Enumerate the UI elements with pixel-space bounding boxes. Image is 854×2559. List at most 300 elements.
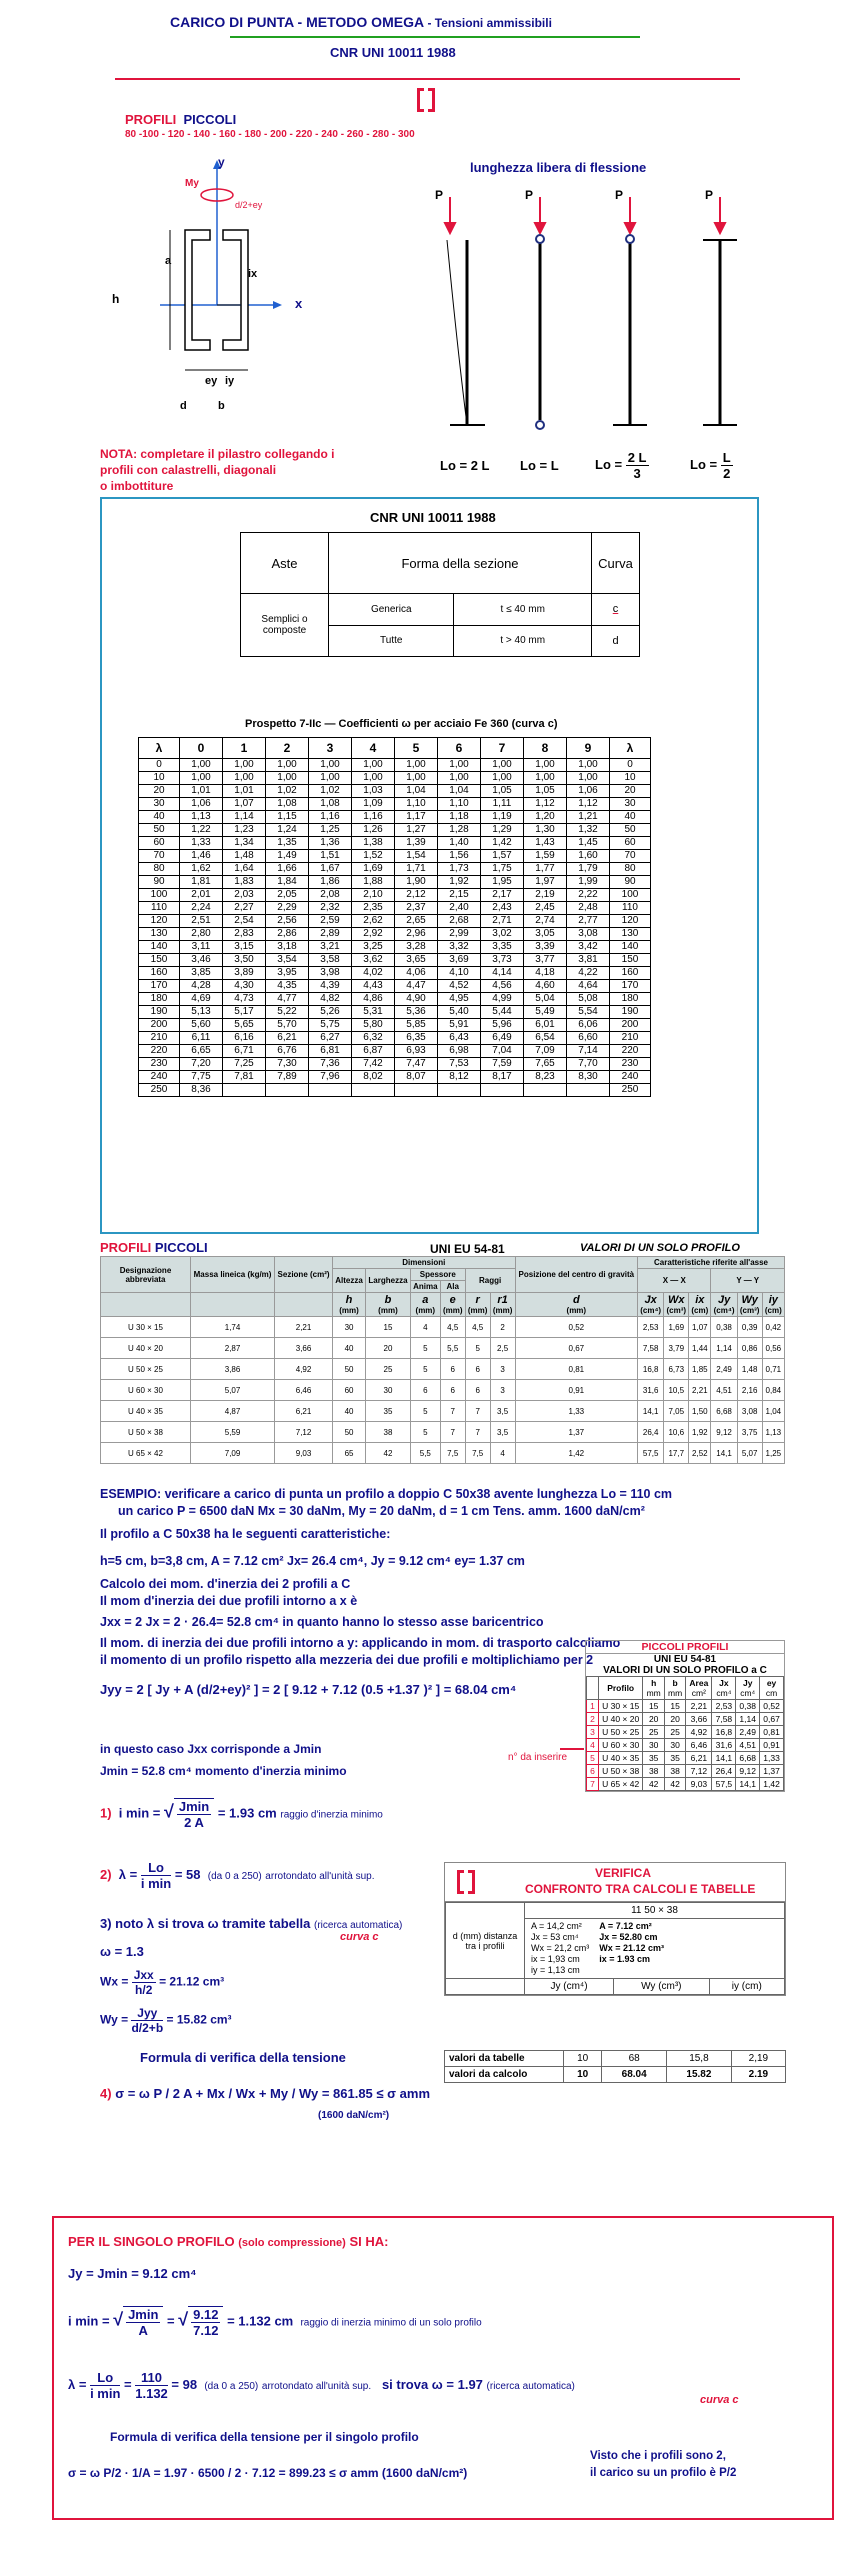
omega-cell: 6,06 [567,1019,610,1032]
omega-row [139,1032,651,1045]
formula-title: Formula di verifica della tensione [140,2050,346,2065]
verifica-calc-item: Wx = 21.12 cm³ [599,1943,665,1953]
uni-cell: 20 [366,1338,411,1359]
small-cell: 14,1 [736,1778,760,1791]
verifica-prop: ix = 1,93 cm [531,1954,580,1964]
uni-cell: 0,42 [762,1317,784,1338]
omega-cell: 5,36 [395,1006,438,1019]
uni-cell: 40 [332,1401,365,1422]
lo-case-2: Lo = L [520,458,559,473]
omega-cell: 1,36 [309,837,352,850]
small-row [587,1752,784,1765]
omega-header-cell: 7 [481,738,524,759]
omega-row [139,759,651,772]
omega-cell: 40 [139,811,180,824]
small-row [587,1765,784,1778]
omega-cell: 4,56 [481,980,524,993]
uni-cell: 0,84 [762,1380,784,1401]
uni-cell: 60 [332,1380,365,1401]
small-cell: 14,1 [712,1752,736,1765]
omega-cell: 1,00 [309,772,352,785]
uni-profili-label: PROFILI PICCOLI [100,1240,208,1255]
offset-label: d/2+ey [235,200,263,210]
omega-cell: 1,01 [180,785,223,798]
small-cell: 26,4 [712,1765,736,1778]
omega-cell [223,1084,266,1097]
omega-cell: 4,18 [524,967,567,980]
uni-cell: 4,87 [191,1401,275,1422]
step-3-curva: curva c [340,1931,379,1943]
small-cell: 38 [664,1765,685,1778]
small-cell: U 40 × 35 [598,1752,643,1765]
intro-1: in questo caso Jxx corrisponde a Jmin [100,1742,322,1756]
omega-header-cell: 0 [180,738,223,759]
uni-symbol-cell: a (mm) [410,1293,440,1317]
omega-cell: 1,84 [266,876,309,889]
omega-cell: 2,32 [309,902,352,915]
omega-row [139,889,651,902]
small-header-cell: Jy cm⁴ [736,1677,760,1700]
h-sezione: Sezione (cm²) [275,1257,333,1293]
omega-cell: 6,16 [223,1032,266,1045]
esempio-line-9: il momento di un profilo rispetto alla mezzeria dei due profili e moltiplichiamo per 2 [100,1653,594,1667]
omega-cell: 5,49 [524,1006,567,1019]
omega-cell: 230 [139,1058,180,1071]
col-curva: Curva [592,533,640,594]
uni-cell: 1,69 [664,1317,689,1338]
page-title: CARICO DI PUNTA - METODO OMEGA - Tensioni ammissibili [170,14,552,30]
nota-block: NOTA: completare il pilastro collegando i profili con calastrelli, diagonali o imbottiture [100,447,335,493]
omega-row [139,902,651,915]
omega-cell [266,1084,309,1097]
omega-cell: 1,26 [352,824,395,837]
uni-cell: 6,21 [275,1401,333,1422]
omega-cell: 3,08 [567,928,610,941]
omega-cell: 1,39 [395,837,438,850]
omega-cell [309,1084,352,1097]
omega-cell: 4,82 [309,993,352,1006]
red-rule [115,78,740,80]
uni-cell: 1,14 [711,1338,737,1359]
lo-case-4: Lo = $\frac{L}{2}$ [690,450,731,481]
omega-cell: 4,69 [180,993,223,1006]
omega-cell: 1,00 [524,772,567,785]
verifica-cell: 68.04 [602,2067,667,2083]
h-designazione: Designazione abbreviata [101,1257,191,1293]
step-4: 4) σ = ω P / 2 A + Mx / Wx + My / Wy = 861.85 ≤ σ amm [100,2086,430,2101]
omega-cell: 5,26 [309,1006,352,1019]
omega-cell: 250 [139,1084,180,1097]
omega-cell: 5,40 [438,1006,481,1019]
omega-cell: 1,83 [223,876,266,889]
step-1: 1) i min = √ $\frac{Jmin}{2 A}$ = 1.93 cm raggio d'inerzia minimo [100,1799,383,1830]
omega-cell: 7,25 [223,1058,266,1071]
omega-cell: 100 [139,889,180,902]
uni-symbol-cell: Jx (cm⁴) [638,1293,664,1317]
norm-title: CNR UNI 10011 1988 [330,45,456,60]
omega-cell: 5,04 [524,993,567,1006]
uni-valori: VALORI DI UN SOLO PROFILO [580,1242,740,1254]
uni-cell: 1,44 [689,1338,711,1359]
verifica-cell: 10 [564,2051,602,2067]
omega-row [139,915,651,928]
uni-cell: U 65 × 42 [101,1443,191,1464]
verifica-box [444,1862,786,1996]
omega-header-cell: 1 [223,738,266,759]
label-h: h [112,292,120,306]
omega-cell: 3,21 [309,941,352,954]
omega-cell: 8,23 [524,1071,567,1084]
label-d: d [180,400,187,412]
omega-cell: 1,00 [438,759,481,772]
col-jy: Jy (cm⁴) [525,1979,614,1995]
omega-cell: 1,99 [567,876,610,889]
uni-cell: 6,46 [275,1380,333,1401]
omega-header-cell: 4 [352,738,395,759]
verifica-cell: 10 [564,2067,602,2083]
uni-cell: 1,25 [762,1443,784,1464]
omega-cell: 1,00 [567,772,610,785]
omega-row [139,967,651,980]
small-cell: 2,21 [686,1700,712,1713]
uni-cell: 6,73 [664,1359,689,1380]
omega-cell: 1,45 [567,837,610,850]
verifica-title-1: VERIFICA [595,1866,652,1880]
h-posizione: Posizione del centro di gravità [515,1257,637,1293]
omega-cell: 3,95 [266,967,309,980]
uni-cell: 5,5 [440,1338,465,1359]
omega-cell: 190 [139,1006,180,1019]
omega-cell: 130 [139,928,180,941]
omega-cell [524,1084,567,1097]
uni-cell: 6 [440,1380,465,1401]
step-3: 3) noto λ si trova ω tramite tabella (ricerca automatica) [100,1916,403,1931]
uni-cell: 26,4 [638,1422,664,1443]
omega-cell: 3,42 [567,941,610,954]
small-index-cell: 2 [587,1713,599,1726]
omega-cell: 3,58 [309,954,352,967]
omega-cell: 250 [610,1084,651,1097]
omega-cell: 2,45 [524,902,567,915]
uni-cell: 4 [490,1443,515,1464]
label-a: a [165,255,172,267]
uni-symbol-cell: b (mm) [366,1293,411,1317]
small-cell: 35 [664,1752,685,1765]
omega-cell: 200 [610,1019,651,1032]
omega-cell: 6,87 [352,1045,395,1058]
uni-cell: 0,71 [762,1359,784,1380]
omega-cell: 0 [610,759,651,772]
buckling-title: lunghezza libera di flessione [470,160,647,175]
omega-cell: 3,62 [352,954,395,967]
uni-symbol-cell: h (mm) [332,1293,365,1317]
omega-cell: 6,35 [395,1032,438,1045]
omega-cell: 5,65 [223,1019,266,1032]
small-row [587,1726,784,1739]
omega-cell: 2,99 [438,928,481,941]
uni-cell: 65 [332,1443,365,1464]
h-anima: Anima [410,1281,440,1293]
uni-row [101,1338,785,1359]
omega-cell: 3,85 [180,967,223,980]
omega-cell: 5,44 [481,1006,524,1019]
label-ix: ix [248,268,258,280]
omega-cell: 2,74 [524,915,567,928]
omega-cell: 220 [139,1045,180,1058]
omega-cell: 100 [610,889,651,902]
omega-cell: 6,71 [223,1045,266,1058]
omega-cell: 1,00 [309,759,352,772]
small-index-cell: 1 [587,1700,599,1713]
omega-cell: 2,86 [266,928,309,941]
uni-cell: 5 [465,1338,490,1359]
cnr-title: CNR UNI 10011 1988 [370,510,496,525]
omega-cell: 8,17 [481,1071,524,1084]
small-cell: 20 [643,1713,664,1726]
small-cell: 2,53 [712,1700,736,1713]
uni-cell: 0,67 [515,1338,637,1359]
omega-cell: 2,22 [567,889,610,902]
omega-cell: 2,51 [180,915,223,928]
omega-cell: 2,37 [395,902,438,915]
omega-cell: 5,17 [223,1006,266,1019]
omega-cell: 1,17 [395,811,438,824]
omega-cell: 5,80 [352,1019,395,1032]
uni-cell: 50 [332,1422,365,1443]
load-p-2: P [525,188,534,202]
omega-cell: 10 [610,772,651,785]
uni-cell: 31,6 [638,1380,664,1401]
uni-cell: 7 [440,1422,465,1443]
omega-cell: 1,33 [180,837,223,850]
omega-row [139,1058,651,1071]
omega-cell: 2,01 [180,889,223,902]
omega-cell: 8,07 [395,1071,438,1084]
omega-cell: 4,30 [223,980,266,993]
omega-cell: 2,89 [309,928,352,941]
uni-row [101,1380,785,1401]
uni-cell: 6 [410,1380,440,1401]
omega-cell: 3,46 [180,954,223,967]
omega-cell: 1,00 [223,759,266,772]
small-title-1: PICCOLI PROFILI [586,1641,784,1654]
omega-cell: 3,81 [567,954,610,967]
omega-cell: 2,24 [180,902,223,915]
omega-cell: 7,47 [395,1058,438,1071]
row1-label: valori da tabelle [445,2051,564,2067]
omega-cell: 1,04 [395,785,438,798]
omega-cell: 1,00 [567,759,610,772]
uni-cell: 35 [366,1401,411,1422]
omega-cell: 1,00 [395,759,438,772]
r1-t: t ≤ 40 mm [454,594,592,626]
omega-cell: 150 [139,954,180,967]
uni-cell: 7,05 [664,1401,689,1422]
omega-cell: 2,65 [395,915,438,928]
small-title-2: UNI EU 54-81 [653,1654,717,1665]
esempio-line-7: Jxx = 2 Jx = 2 · 26.4= 52.8 cm⁴ in quanto hanno lo stesso asse baricentrico [100,1615,544,1629]
omega-cell: 1,88 [352,876,395,889]
verifica-d-label: d (mm) distanza tra i profili [446,1903,525,1979]
omega-row [139,863,651,876]
omega-row [139,941,651,954]
omega-cell: 1,35 [266,837,309,850]
omega-cell: 3,02 [481,928,524,941]
uni-cell: 5,59 [191,1422,275,1443]
uni-symbol-cell: e (mm) [440,1293,465,1317]
omega-cell: 6,49 [481,1032,524,1045]
uni-cell: 7 [440,1401,465,1422]
small-cell: 4,92 [686,1726,712,1739]
omega-row [139,798,651,811]
omega-cell: 6,65 [180,1045,223,1058]
omega-cell [352,1084,395,1097]
verifica-prop: Wx = 21,2 cm³ [531,1943,590,1953]
verifica-prop: A = 14,2 cm² [531,1921,582,1931]
omega-cell: 3,15 [223,941,266,954]
omega-cell: 3,69 [438,954,481,967]
omega-cell: 240 [139,1071,180,1084]
omega-row [139,1019,651,1032]
omega-cell: 1,56 [438,850,481,863]
omega-cell: 160 [610,967,651,980]
small-header-cell: b mm [664,1677,685,1700]
omega-cell: 1,66 [266,863,309,876]
omega-cell [481,1084,524,1097]
small-cell: 0,38 [736,1700,760,1713]
omega-cell: 7,42 [352,1058,395,1071]
small-cell: 0,52 [760,1700,784,1713]
omega-cell: 1,73 [438,863,481,876]
omega-cell: 1,12 [567,798,610,811]
omega-cell: 5,54 [567,1006,610,1019]
uni-cell: 38 [366,1422,411,1443]
omega-cell: 3,77 [524,954,567,967]
omega-cell: 1,21 [567,811,610,824]
uni-cell: 3 [490,1380,515,1401]
omega-cell: 4,14 [481,967,524,980]
uni-cell: 3,75 [737,1422,762,1443]
small-cell: 1,42 [760,1778,784,1791]
omega-cell: 6,43 [438,1032,481,1045]
uni-cell: 9,12 [711,1422,737,1443]
omega-cell: 0 [139,759,180,772]
uni-cell: 7,5 [440,1443,465,1464]
label-iy: iy [225,375,235,387]
verifica-cell: 2,19 [731,2051,785,2067]
omega-cell: 2,12 [395,889,438,902]
omega-cell: 7,04 [481,1045,524,1058]
omega-cell: 1,25 [309,824,352,837]
verifica-calc-item: ix = 1.93 cm [599,1954,651,1964]
omega-header-cell: 5 [395,738,438,759]
uni-cell: 40 [332,1338,365,1359]
h-altezza: Altezza [332,1269,365,1293]
small-index-cell: 6 [587,1765,599,1778]
omega-cell: 1,13 [180,811,223,824]
omega-cell: 1,57 [481,850,524,863]
uni-cell: 2 [490,1317,515,1338]
uni-cell: U 40 × 35 [101,1401,191,1422]
small-cell: 15 [643,1700,664,1713]
omega-header-cell: 6 [438,738,481,759]
omega-cell: 7,59 [481,1058,524,1071]
esempio-line-8: Il mom. di inerzia dei due profili intorno a y: applicando in mom. di trasporto calcoliamo [100,1636,621,1650]
small-cell: 30 [664,1739,685,1752]
omega-cell: 210 [610,1032,651,1045]
omega-row [139,876,651,889]
small-row [587,1713,784,1726]
omega-cell: 180 [139,993,180,1006]
small-cell: 38 [643,1765,664,1778]
omega-cell: 2,10 [352,889,395,902]
omega-cell: 2,59 [309,915,352,928]
omega-cell: 200 [139,1019,180,1032]
uni-cell: 42 [366,1443,411,1464]
omega-cell: 80 [139,863,180,876]
omega-cell: 1,05 [481,785,524,798]
omega-cell: 7,30 [266,1058,309,1071]
omega-cell: 1,22 [180,824,223,837]
omega-cell: 1,00 [395,772,438,785]
omega-cell: 120 [139,915,180,928]
step-4-note: (1600 daN/cm²) [318,2110,390,2121]
double-channel-icon [415,86,437,114]
singolo-sigma: σ = ω P/2 · 1/A = 1.97 · 6500 / 2 · 7.12 = 899.23 ≤ σ amm (1600 daN/cm²) [68,2466,468,2480]
omega-row [139,785,651,798]
verifica-cell: 68 [602,2051,667,2067]
uni-cell: 1,04 [762,1401,784,1422]
omega-cell: 7,81 [223,1071,266,1084]
omega-cell: 1,16 [352,811,395,824]
uni-cell: 7,12 [275,1422,333,1443]
omega-cell: 160 [139,967,180,980]
omega-cell: 1,06 [180,798,223,811]
omega-cell: 1,49 [266,850,309,863]
row-semplici: Semplici o composte [241,594,329,657]
small-cell: 31,6 [712,1739,736,1752]
small-cell: U 50 × 25 [598,1726,643,1739]
uni-cell: 2,16 [737,1380,762,1401]
omega-row [139,954,651,967]
small-cell: 7,12 [686,1765,712,1778]
omega-cell: 1,97 [524,876,567,889]
uni-cell: 7,5 [465,1443,490,1464]
omega-cell: 90 [139,876,180,889]
omega-cell: 1,29 [481,824,524,837]
omega-header-cell: 9 [567,738,610,759]
uni-cell: 5,07 [191,1380,275,1401]
omega-cell: 7,89 [266,1071,309,1084]
omega-cell: 1,43 [524,837,567,850]
omega-cell: 2,19 [524,889,567,902]
uni-cell: 0,39 [737,1317,762,1338]
omega-cell: 4,90 [395,993,438,1006]
omega-cell: 4,95 [438,993,481,1006]
omega-row [139,1006,651,1019]
omega-cell: 170 [139,980,180,993]
omega-cell: 7,14 [567,1045,610,1058]
uni-cell: 14,1 [711,1443,737,1464]
uni-cell: 6,68 [711,1401,737,1422]
small-cell: 20 [664,1713,685,1726]
small-cell: U 65 × 42 [598,1778,643,1791]
omega-cell: 4,22 [567,967,610,980]
omega-cell: 4,28 [180,980,223,993]
lo-case-3: Lo = $\frac{2 L}{3}$ [595,450,647,481]
omega-cell: 4,77 [266,993,309,1006]
uni-cell: 2,21 [275,1317,333,1338]
